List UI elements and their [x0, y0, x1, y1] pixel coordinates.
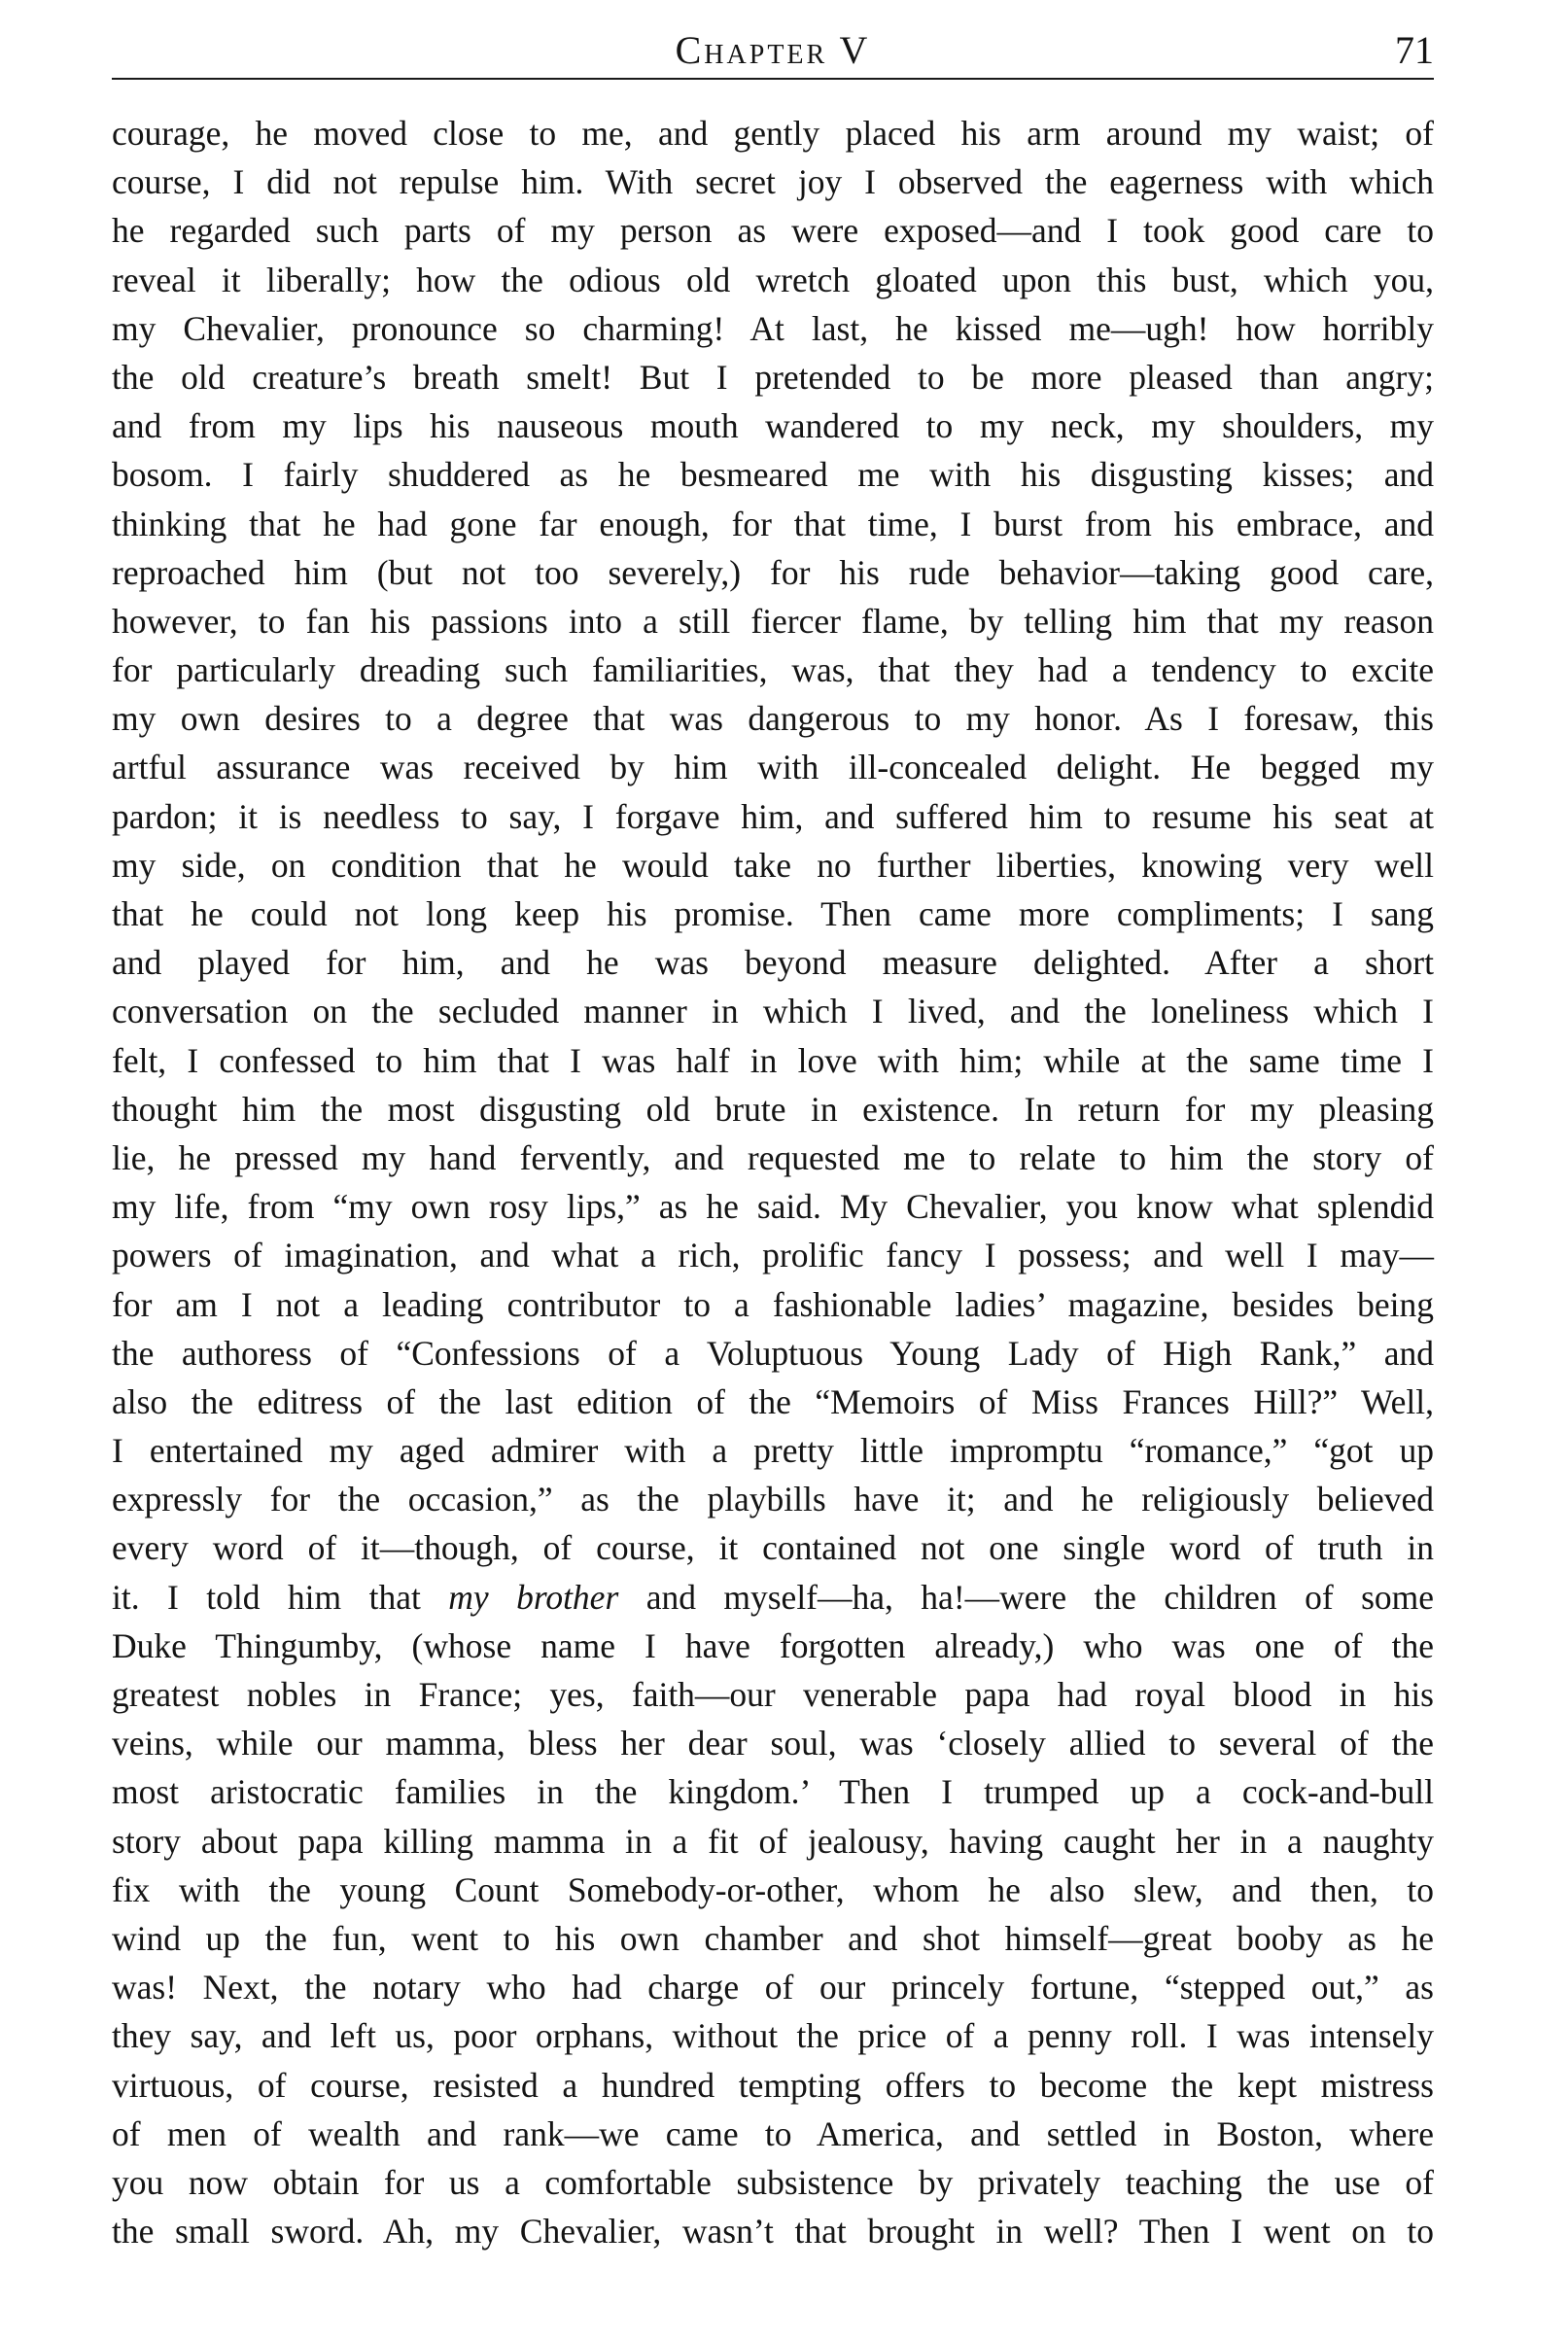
text-line: thinking that he had gone far enough, for that time, I burst from his embrace, and	[112, 504, 1434, 543]
text-line: of men of wealth and rank—we came to America, and settled in Boston, where	[112, 2113, 1434, 2153]
text-line: I entertained my aged admirer with a pretty little impromptu “romance,” “got up	[112, 1431, 1434, 1471]
text-line: that he could not long keep his promise. Then came more compliments; I sang	[112, 894, 1434, 933]
text-line: virtuous, of course, resisted a hundred tempting offers to become the kept mistress	[112, 2065, 1434, 2105]
text-line: reveal it liberally; how the odious old wretch gloated upon this bust, which you,	[112, 260, 1434, 299]
chapter-title: Chapter V	[675, 28, 871, 72]
text-line: thought him the most disgusting old brute in existence. In return for my pleasing	[112, 1089, 1434, 1129]
text-line: the small sword. Ah, my Chevalier, wasn’t that brought in well? Then I went on to	[112, 2212, 1434, 2252]
text-line-with-italic	[112, 1573, 1434, 1622]
text-line: the authoress of “Confessions of a Voluptuous Young Lady of High Rank,” and	[112, 1333, 1434, 1373]
text-line: veins, while our mamma, bless her dear soul, was ‘closely allied to several of the	[112, 1724, 1434, 1763]
text-line: and played for him, and he was beyond measure delighted. After a short	[112, 943, 1434, 983]
text-line: wind up the fun, went to his own chamber and shot himself—great booby as he	[112, 1918, 1434, 1958]
text-line: was! Next, the notary who had charge of our princely fortune, “stepped out,” as	[112, 1968, 1434, 2007]
text-segment: it. I told him that	[112, 1577, 449, 1617]
text-line: story about papa killing mamma in a fit of jealousy, having caught her in a naughty	[112, 1821, 1434, 1861]
text-line: powers of imagination, and what a rich, prolific fancy I possess; and well I may—	[112, 1236, 1434, 1275]
text-line: and from my lips his nauseous mouth wandered to my neck, my shoulders, my	[112, 406, 1434, 446]
text-line: lie, he pressed my hand fervently, and requested me to relate to him the story of	[112, 1137, 1434, 1177]
text-line: reproached him (but not too severely,) for his rude behavior—taking good care,	[112, 552, 1434, 592]
text-line: every word of it—though, of course, it contained not one single word of truth in	[112, 1528, 1434, 1568]
text-segment: and myself—ha, ha!—were the children of some	[618, 1577, 1435, 1617]
text-line: fix with the young Count Somebody-or-other, whom he also slew, and then, to	[112, 1869, 1434, 1909]
header-rule	[112, 78, 1434, 80]
text-line: bosom. I fairly shuddered as he besmeared me with his disgusting kisses; and	[112, 455, 1434, 495]
text-line: my side, on condition that he would take no further liberties, knowing very well	[112, 845, 1434, 885]
text-line: Duke Thingumby, (whose name I have forgotten already,) who was one of the	[112, 1625, 1434, 1665]
text-line: my Chevalier, pronounce so charming! At last, he kissed me—ugh! how horribly	[112, 308, 1434, 348]
text-line: my life, from “my own rosy lips,” as he said. My Chevalier, you know what splendid	[112, 1187, 1434, 1227]
text-line: for am I not a leading contributor to a fashionable ladies’ magazine, besides being	[112, 1284, 1434, 1324]
text-line: most aristocratic families in the kingdom.’ Then I trumped up a cock-and-bull	[112, 1772, 1434, 1812]
text-line: felt, I confessed to him that I was half in love with him; while at the same time I	[112, 1040, 1434, 1080]
text-line: pardon; it is needless to say, I forgave him, and suffered him to resume his seat at	[112, 796, 1434, 836]
body-text	[112, 109, 1434, 2255]
text-line: expressly for the occasion,” as the playbills have it; and he religiously believed	[112, 1480, 1434, 1519]
text-line: the old creature’s breath smelt! But I pretended to be more pleased than angry;	[112, 357, 1434, 397]
text-line: they say, and left us, poor orphans, without the price of a penny roll. I was intensely	[112, 2016, 1434, 2056]
running-head	[112, 21, 1434, 80]
text-line: course, I did not repulse him. With secret joy I observed the eagerness with which	[112, 162, 1434, 202]
text-line: artful assurance was received by him with ill-concealed delight. He begged my	[112, 748, 1434, 787]
text-line: however, to fan his passions into a still fiercer flame, by telling him that my reason	[112, 601, 1434, 641]
text-line: my own desires to a degree that was dangerous to my honor. As I foresaw, this	[112, 699, 1434, 739]
text-line: conversation on the secluded manner in which I lived, and the loneliness which I	[112, 992, 1434, 1031]
italic-phrase: my brother	[448, 1577, 619, 1617]
text-line: greatest nobles in France; yes, faith—our venerable papa had royal blood in his	[112, 1675, 1434, 1714]
text-line: for particularly dreading such familiarities, was, that they had a tendency to excite	[112, 650, 1434, 690]
text-line: also the editress of the last edition of the “Memoirs of Miss Frances Hill?” Well,	[112, 1381, 1434, 1421]
page-number: 71	[1395, 28, 1434, 72]
text-line: courage, he moved close to me, and gently placed his arm around my waist; of	[112, 114, 1434, 153]
text-line: he regarded such parts of my person as were exposed—and I took good care to	[112, 211, 1434, 251]
text-line: you now obtain for us a comfortable subsistence by privately teaching the use of	[112, 2162, 1434, 2202]
